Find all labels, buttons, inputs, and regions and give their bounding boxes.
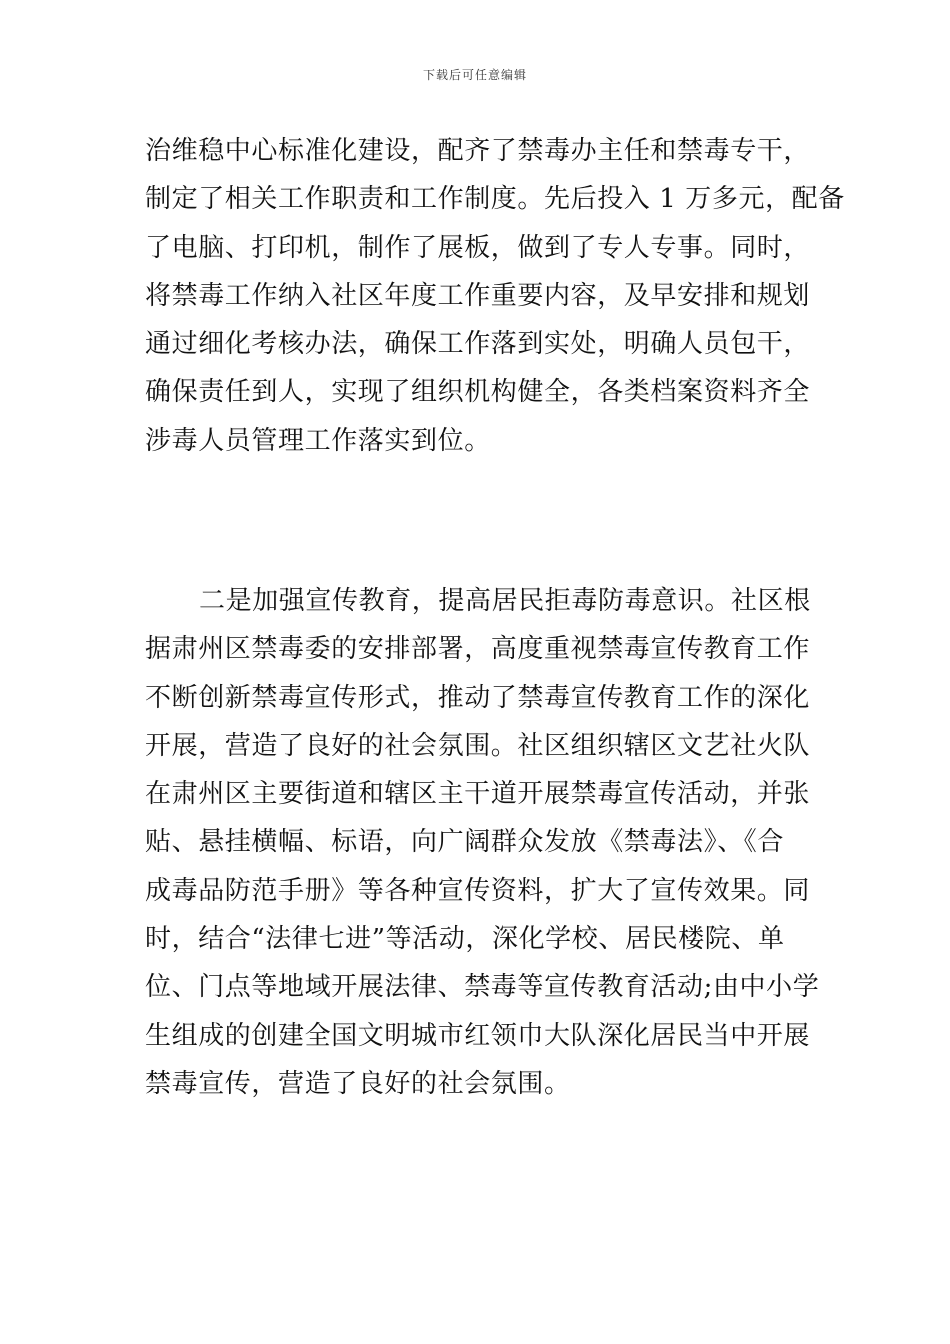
text-line: 将禁毒工作纳入社区年度工作重要内容，及早安排和规划 <box>145 280 811 311</box>
text-line: 生组成的创建全国文明城市红领巾大队深化居民当中开展 <box>145 1020 811 1051</box>
text-line: 成毒品防范手册》等各种宣传资料，扩大了宣传效果。同 <box>145 875 811 906</box>
text-line: 在肃州区主要街道和辖区主干道开展禁毒宣传活动，并张 <box>145 779 811 810</box>
text-line: 不断创新禁毒宣传形式，推动了禁毒宣传教育工作的深化 <box>145 682 811 713</box>
header-note: 下载后可任意编辑 <box>422 68 527 82</box>
text-line: 治维稳中心标准化建设，配齐了禁毒办主任和禁毒专干， <box>145 136 811 166</box>
text-line: 禁毒宣传，营造了良好的社会氛围。 <box>145 1068 571 1099</box>
text-line: 制定了相关工作职责和工作制度。先后投入 1 万多元，配备 <box>145 184 845 215</box>
text-line: 据肃州区禁毒委的安排部署，高度重视禁毒宣传教育工作 <box>145 634 811 665</box>
text-line: 开展，营造了良好的社会氛围。社区组织辖区文艺社火队 <box>145 730 811 761</box>
text-line: 时，结合“法律七进”等活动，深化学校、居民楼院、单 <box>145 924 785 955</box>
text-line: 确保责任到人，实现了组织机构健全，各类档案资料齐全 <box>145 377 811 408</box>
text-line-indented: 二是加强宣传教育，提高居民拒毒防毒意识。社区根 <box>199 586 811 616</box>
text-line: 涉毒人员管理工作落实到位。 <box>145 425 491 456</box>
paragraph-2 <box>145 577 820 1108</box>
text-line: 了电脑、打印机，制作了展板，做到了专人专事。同时， <box>145 232 811 263</box>
paragraph-1 <box>145 127 845 465</box>
text-line: 贴、悬挂横幅、标语，向广阔群众发放《禁毒法》、《合 <box>145 827 785 858</box>
text-line: 位、门点等地域开展法律、禁毒等宣传教育活动;由中小学 <box>145 972 820 1003</box>
text-line: 通过细化考核办法，确保工作落到实处，明确人员包干， <box>145 329 811 360</box>
